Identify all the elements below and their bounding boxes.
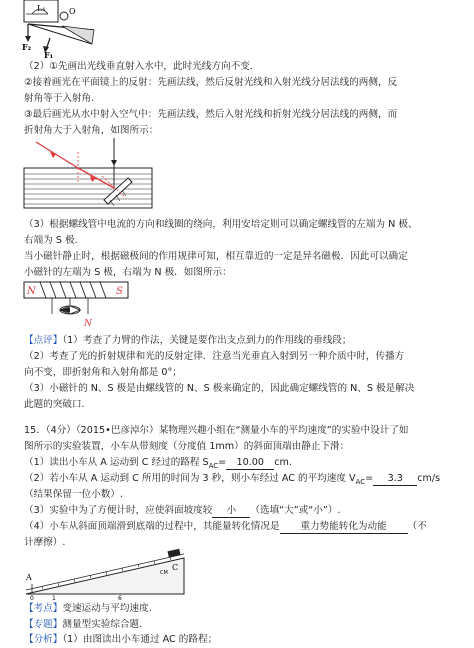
part3-line1: （3）根据螺线管中电流的方向和线圈的绕向，利用安培定则可以确定螺线管的左端为 N 极、: [24, 219, 418, 230]
q15-line2: 图所示的实验装置，小车从带刻度（分度值 1mm）的斜面顶端由静止下滑：: [24, 441, 350, 452]
pole-bottom: N: [84, 319, 92, 329]
ramp-tick-0: 0: [30, 595, 34, 600]
part2-line2: ②接着画光在平面镜上的反射：先画法线，然后反射光线和入射光线分居法线的两侧，反: [24, 77, 398, 88]
ramp-label-c: C: [172, 563, 179, 572]
q15-q2-text: （2）若小车从 A 运动到 C 所用的时间为 3 秒，则小车经过 AC 的平均速度 V: [24, 473, 356, 484]
zhuanti-text: 测量型实验综合题.: [62, 619, 143, 630]
q15-line6: [24, 504, 340, 518]
label-f1: F₁: [44, 50, 54, 58]
lever-force-figure: [22, 0, 102, 58]
kaodian-text: 变速运动与平均速度.: [62, 603, 152, 614]
review-text1: （1）考查了力臂的作法，关键是要作出支点到力的作用线的垂线段；: [62, 335, 352, 346]
q15-q3-text2: （选填“大”或“小”）.: [250, 505, 341, 516]
review-line2: （2）考查了光的折射规律和光的反射定律．注意当光垂直入射到另一种介质中时，传播方: [24, 351, 405, 362]
part2-line1: （2）①先画出光线垂直射入水中，此时光线方向不变.: [24, 61, 253, 72]
review-line1: [24, 334, 352, 347]
ramp-label-a: A: [26, 573, 32, 582]
footer-zhuanti: [24, 618, 142, 631]
q15-q1-eq: =: [218, 457, 227, 468]
q15-line3: [24, 456, 292, 473]
pole-left: N: [27, 286, 36, 297]
fenxi-tag: 【分析】: [24, 634, 63, 645]
part2-line3: 射角等于入射角.: [24, 93, 95, 104]
q15-q1-answer: 10.00: [226, 456, 274, 470]
incline-ramp-figure: [22, 544, 192, 600]
review-line5: 此题的突破口.: [24, 399, 85, 410]
q15-line1: 15．（4分）（2015•巴彦淖尔）某物理兴趣小组在“测量小车的平均速度”的实验中设计了如: [24, 425, 409, 436]
q15-q2-unit: cm/s: [417, 473, 441, 484]
fenxi-text: （1）由图读出小车通过 AC 的路程；: [62, 634, 218, 645]
review-tag: 【点评】: [24, 335, 63, 346]
q15-line8: 计摩擦）.: [24, 537, 66, 548]
q15-q1-unit: cm.: [274, 457, 292, 468]
review-line3: 向不变，即折射角和入射角都是 0°；: [24, 367, 182, 378]
footer-fenxi: [24, 633, 217, 646]
q15-q2-eq: =: [365, 473, 374, 484]
q15-q4-text: （4）小车从斜面顶端滑到底端的过程中，其能量转化情况是: [24, 521, 280, 532]
part2-line5: 折射角大于入射角，如图所示：: [24, 125, 159, 136]
water-refraction-figure: [22, 138, 162, 218]
part2-line4: ③最后画光从水中射入空气中：先画法线，然后入射光线和折射光线分居法线的两侧，而: [24, 109, 398, 120]
q15-q1-text: （1）读出小车从 A 运动到 C 经过的路程 S: [24, 457, 209, 468]
solenoid-figure: [22, 280, 132, 330]
label-o: O: [69, 7, 76, 16]
ramp-tick-1: 1: [52, 595, 56, 600]
q15-q2-answer: 3.3: [373, 472, 417, 486]
part3-line2: 右端为 S 极.: [24, 235, 78, 246]
q15-q2-sub: AC: [355, 477, 366, 486]
pole-right: S: [116, 286, 123, 297]
label-f2: F₂: [22, 42, 32, 52]
label-l1: L₁: [37, 4, 46, 13]
q15-line4: [24, 472, 440, 489]
q15-line5: （结果保留一位小数）.: [24, 489, 123, 500]
review-line4: （3）小磁针的 N、S 极是由螺线管的 N、S 极来确定的，因此确定螺线管的 N、S 极是解决: [24, 383, 415, 394]
part3-line4: 小磁针的左端为 S 极，右端为 N 极．如图所示：: [24, 267, 232, 278]
q15-q4-answer: 重力势能转化为动能: [280, 520, 408, 534]
zhuanti-tag: 【专题】: [24, 619, 63, 630]
q15-q3-text: （3）实验中为了方便计时，应使斜面坡度较: [24, 505, 213, 516]
ramp-label-cm: CM: [160, 570, 168, 576]
footer-kaodian: [24, 602, 152, 615]
ramp-tick-6: 6: [118, 595, 122, 600]
q15-q3-answer: 小: [212, 504, 250, 518]
q15-q4-text2: （不: [407, 521, 427, 532]
q15-line7: [24, 520, 427, 534]
kaodian-tag: 【考点】: [24, 603, 63, 614]
part3-line3: 当小磁针静止时，根据磁极间的作用规律可知，相互靠近的一定是异名磁极．因此可以确定: [24, 251, 408, 262]
q15-q1-sub: AC: [208, 461, 219, 470]
